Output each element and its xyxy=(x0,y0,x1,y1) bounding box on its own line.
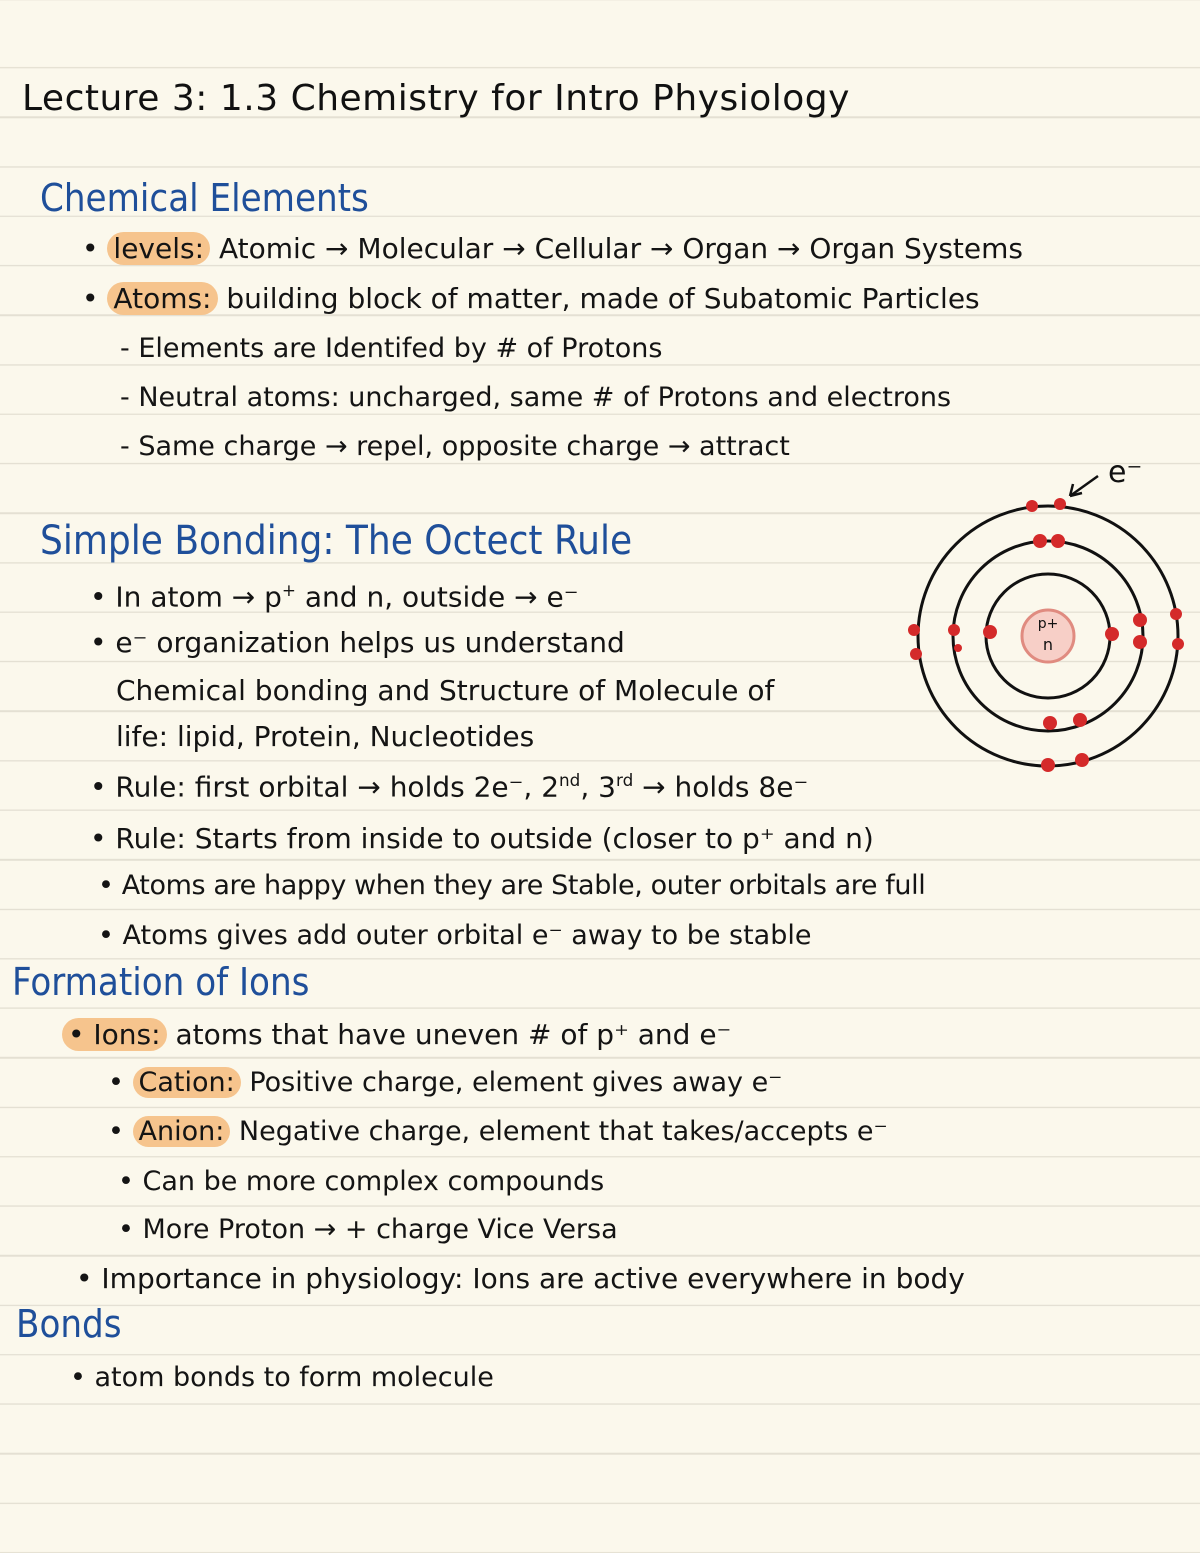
atom-diagram xyxy=(900,440,1200,780)
electron-dot xyxy=(948,624,960,636)
levels-term: levels: xyxy=(107,232,210,265)
arrow-line xyxy=(1070,476,1098,496)
ions-term: • Ions: xyxy=(62,1018,167,1051)
electron-dot xyxy=(954,644,962,652)
electron-dot xyxy=(1075,753,1089,767)
page-title: Lecture 3: 1.3 Chemistry for Intro Physiology xyxy=(22,78,850,119)
octet-bullet-6: • Atoms gives add outer orbital e⁻ away to be stable xyxy=(98,920,812,951)
octet-bullet-4: • Rule: Starts from inside to outside (closer to p⁺ and n) xyxy=(90,822,874,855)
octet-bullet-3: • Rule: first orbital → holds 2e⁻, 2nd, 3rd → holds 8e⁻ xyxy=(90,770,809,804)
electron-dot xyxy=(1054,498,1066,510)
anion-term: Anion: xyxy=(133,1116,231,1147)
heading-chemical-elements: Chemical Elements xyxy=(40,176,369,220)
anion-line: • Anion: Negative charge, element that takes/accepts e⁻ xyxy=(108,1116,888,1147)
elements-sub-2: - Neutral atoms: uncharged, same # of Protons and electrons xyxy=(120,382,952,413)
neutron-label: n xyxy=(1042,635,1054,654)
octet-bullet-2-line-1: • e⁻ organization helps us understand xyxy=(90,626,625,659)
atoms-text: building block of matter, made of Subatomic Particles xyxy=(226,282,980,315)
electron-dot xyxy=(1041,758,1055,772)
octet-bullet-1: • In atom → p+ and n, outside → e⁻ xyxy=(90,580,579,614)
electron-dot xyxy=(1172,638,1184,650)
electron-dot xyxy=(1133,635,1147,649)
cation-text: Positive charge, element gives away e⁻ xyxy=(249,1067,783,1098)
cation-line: • Cation: Positive charge, element gives away e⁻ xyxy=(108,1067,783,1098)
electron-dot xyxy=(908,624,920,636)
heading-bonds: Bonds xyxy=(16,1302,122,1346)
bonds-bullet-1: • atom bonds to form molecule xyxy=(70,1362,494,1393)
ions-line xyxy=(62,1018,731,1051)
ions-text: atoms that have uneven # of p⁺ and e⁻ xyxy=(175,1018,732,1051)
electron-dot xyxy=(1073,713,1087,727)
octet-bullet-2-line-2: Chemical bonding and Structure of Molecule of xyxy=(116,674,775,707)
ions-sub-1: • Can be more complex compounds xyxy=(118,1166,605,1197)
ions-sub-2: • More Proton → + charge Vice Versa xyxy=(118,1214,618,1245)
electron-dot xyxy=(1033,534,1047,548)
levels-line: • levels: Atomic → Molecular → Cellular → Organ → Organ Systems xyxy=(82,232,1023,265)
atoms-line: • Atoms: building block of matter, made of Subatomic Particles xyxy=(82,282,980,315)
heading-formation-of-ions: Formation of Ions xyxy=(12,960,310,1004)
octet-bullet-2-line-3: life: lipid, Protein, Nucleotides xyxy=(116,720,535,753)
electron-dot xyxy=(983,625,997,639)
elements-sub-1: - Elements are Identifed by # of Protons xyxy=(120,333,663,364)
anion-text: Negative charge, element that takes/accepts e⁻ xyxy=(238,1116,888,1147)
electron-dot xyxy=(1026,500,1038,512)
electron-dot xyxy=(1170,608,1182,620)
electron-dot xyxy=(1051,534,1065,548)
electron-label: e⁻ xyxy=(1108,455,1143,490)
ions-importance: • Importance in physiology: Ions are active everywhere in body xyxy=(76,1262,965,1295)
electron-dot xyxy=(1043,716,1057,730)
proton-label: p+ xyxy=(1037,616,1059,632)
cation-term: Cation: xyxy=(133,1067,241,1098)
electron-dot xyxy=(1105,627,1119,641)
electron-dot xyxy=(910,648,922,660)
octet-bullet-5: • Atoms are happy when they are Stable, outer orbitals are full xyxy=(98,870,926,901)
atoms-term: Atoms: xyxy=(107,282,217,315)
electron-dot xyxy=(1133,613,1147,627)
heading-octet-rule: Simple Bonding: The Octect Rule xyxy=(40,518,633,564)
levels-text: Atomic → Molecular → Cellular → Organ → Organ Systems xyxy=(218,232,1023,265)
elements-sub-3: - Same charge → repel, opposite charge → attract xyxy=(120,431,790,462)
